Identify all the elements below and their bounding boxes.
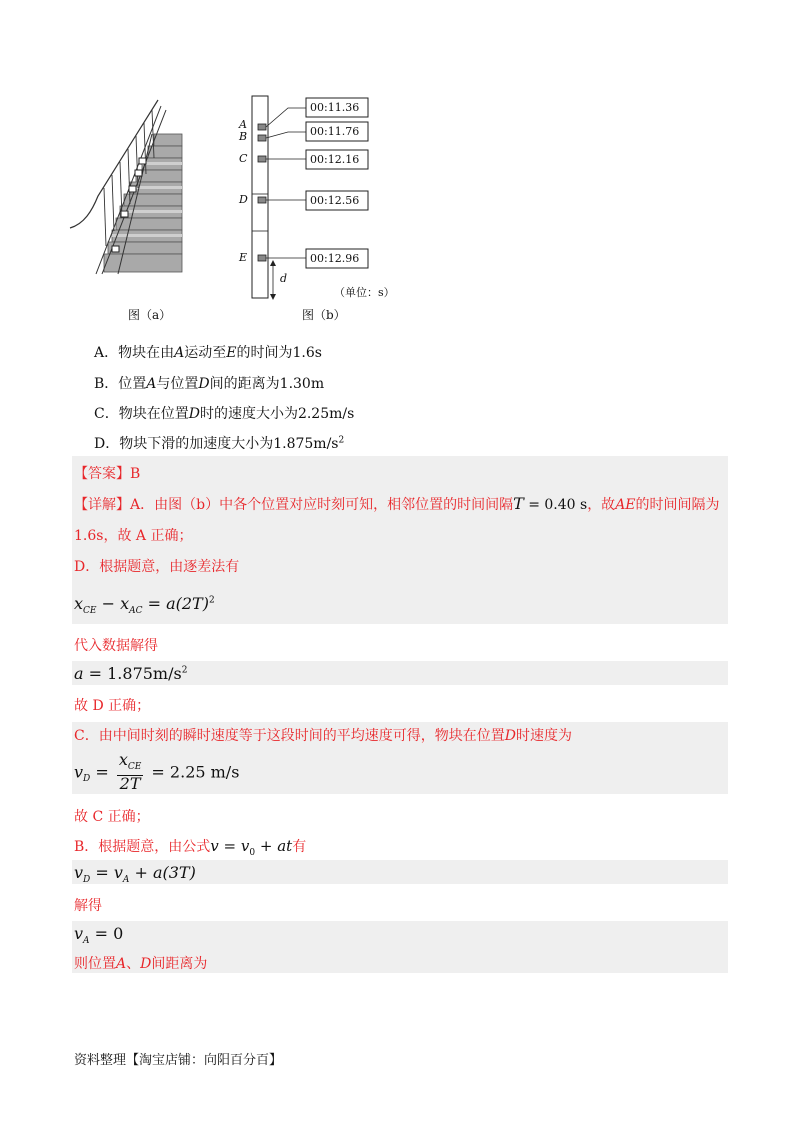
option-b-var1: A — [146, 376, 157, 392]
time-box-d: 00:12.56 — [310, 194, 360, 207]
vb-rest: + a(3T) — [129, 863, 196, 882]
va-v: v — [74, 924, 84, 943]
b-formula-eq: = v — [218, 837, 250, 855]
b-formula-rest: + at — [255, 837, 293, 855]
figure-a-caption: 图（a） — [128, 308, 172, 322]
option-d-text: D．物块下滑的加速度大小为1.875m/s — [94, 436, 339, 452]
b-intro-text1: B．根据题意，由公式 — [74, 839, 211, 855]
option-a-var2: E — [226, 345, 237, 361]
figure-a-staircase — [66, 96, 196, 306]
va-rest: = 0 — [89, 924, 124, 943]
option-b-text2: 与位置 — [156, 376, 199, 392]
detail-a-AE: AE — [615, 497, 636, 513]
eq-square: 2 — [208, 595, 215, 606]
d-conclusion: 故 D 正确； — [74, 698, 151, 714]
detail-d-intro: D．根据题意，由逐差法有 — [74, 559, 240, 575]
c-intro-D: D — [504, 728, 516, 744]
solve-line: 解得 — [74, 898, 102, 914]
c-intro-text1: C．由中间时刻的瞬时速度等于这段时间的平均速度可得，物块在位置 — [74, 728, 505, 744]
detail-a-eq: = 0.40 s — [523, 497, 588, 513]
c-conclusion: 故 C 正确； — [74, 809, 150, 825]
option-a — [94, 342, 322, 362]
answer-label: 【答案】 — [74, 466, 130, 482]
accel-rhs: = 1.875m/s — [83, 664, 182, 683]
b-formula-sub0: 0 — [249, 848, 256, 858]
page-footer: 资料整理【淘宝店铺：向阳百分百】 — [74, 1053, 283, 1068]
vd-sub: D — [83, 773, 91, 784]
option-b — [94, 373, 324, 393]
dist-text3: 间距离为 — [151, 956, 208, 972]
option-b-text3: 间的距离为1.30m — [209, 376, 325, 392]
distance-label-d: d — [280, 272, 288, 285]
option-c-text1: C．物块在位置 — [94, 406, 189, 422]
dist-text2: 、 — [126, 956, 141, 972]
va-result — [74, 924, 123, 946]
unit-label: （单位：s） — [334, 286, 395, 299]
figure-b-caption: 图（b） — [302, 308, 346, 322]
detail-c-intro — [74, 725, 572, 745]
vd-rhs: = 2.25 m/s — [146, 762, 240, 782]
eq-minus: − — [96, 594, 121, 613]
vd-num-sub: CE — [127, 762, 142, 773]
option-a-text1: A．物块在由 — [94, 345, 175, 361]
time-box-b: 00:11.76 — [310, 125, 360, 138]
accel-square: 2 — [181, 665, 188, 676]
position-label-c: C — [239, 152, 248, 165]
detail-a-text2: ，故 — [587, 497, 616, 513]
detail-a-line2: 1.6s，故 A 正确； — [74, 528, 193, 544]
vd-fraction — [117, 752, 144, 792]
option-a-text2: 运动至 — [184, 345, 227, 361]
eq-sub-ce: CE — [83, 606, 97, 617]
option-a-text3: 的时间为1.6s — [236, 345, 322, 361]
vd-num-x: x — [118, 750, 128, 769]
time-box-e: 00:12.96 — [310, 252, 360, 265]
option-c-var1: D — [188, 406, 200, 422]
option-a-var1: A — [174, 345, 185, 361]
accel-lhs: a — [74, 664, 84, 683]
eq-rhs-paren: (2T) — [175, 594, 209, 613]
detail-d-equation — [74, 594, 215, 616]
eq-sub-ac: AC — [129, 606, 143, 617]
option-b-var2: D — [198, 376, 210, 392]
eq-x2: x — [120, 594, 130, 613]
option-d-exponent: 2 — [338, 435, 345, 446]
b-intro-text2: 有 — [292, 839, 307, 855]
vb-eq: = v — [90, 863, 123, 882]
vb-sub-d: D — [83, 875, 91, 886]
velocity-b-equation — [74, 863, 196, 885]
option-c — [94, 403, 354, 423]
position-label-b: B — [239, 130, 248, 143]
c-intro-text2: 时速度为 — [515, 728, 572, 744]
position-label-d: D — [239, 193, 248, 206]
b-formula-v: v — [210, 837, 219, 855]
option-d — [94, 433, 344, 453]
detail-a-line1 — [74, 494, 720, 514]
detail-a-text1: A．由图（b）中各个位置对应时刻可知，相邻位置的时间间隔 — [130, 497, 514, 513]
position-label-a: A — [239, 118, 247, 131]
vb-sub-a: A — [122, 875, 130, 886]
eq-rhs-a: = a — [142, 594, 176, 613]
vd-v: v — [74, 762, 84, 782]
detail-a-T: T — [513, 494, 524, 513]
accel-result — [74, 664, 187, 683]
time-box-c: 00:12.16 — [310, 153, 360, 166]
eq-x1: x — [74, 594, 84, 613]
vb-v: v — [74, 863, 84, 882]
figure-b — [234, 94, 404, 304]
answer-line — [74, 463, 140, 483]
position-label-e: E — [239, 251, 248, 264]
dist-A: A — [116, 956, 127, 972]
time-box-a: 00:11.36 — [310, 101, 360, 114]
option-c-text2: 时的速度大小为2.25m/s — [199, 406, 355, 422]
option-b-text1: B．位置 — [94, 376, 147, 392]
vd-eq: = — [90, 762, 114, 782]
va-sub: A — [83, 936, 90, 947]
detail-b-intro — [74, 836, 306, 858]
velocity-d-equation — [74, 752, 239, 792]
detail-a-text3: 的时间间隔为 — [635, 497, 720, 513]
vd-denominator: 2T — [119, 774, 141, 794]
distance-line — [74, 953, 207, 973]
substitute-line: 代入数据解得 — [74, 638, 158, 654]
dist-D: D — [140, 956, 152, 972]
answer-value: B — [130, 466, 141, 482]
dist-text1: 则位置 — [74, 956, 116, 972]
detail-label: 【详解】 — [74, 497, 130, 513]
